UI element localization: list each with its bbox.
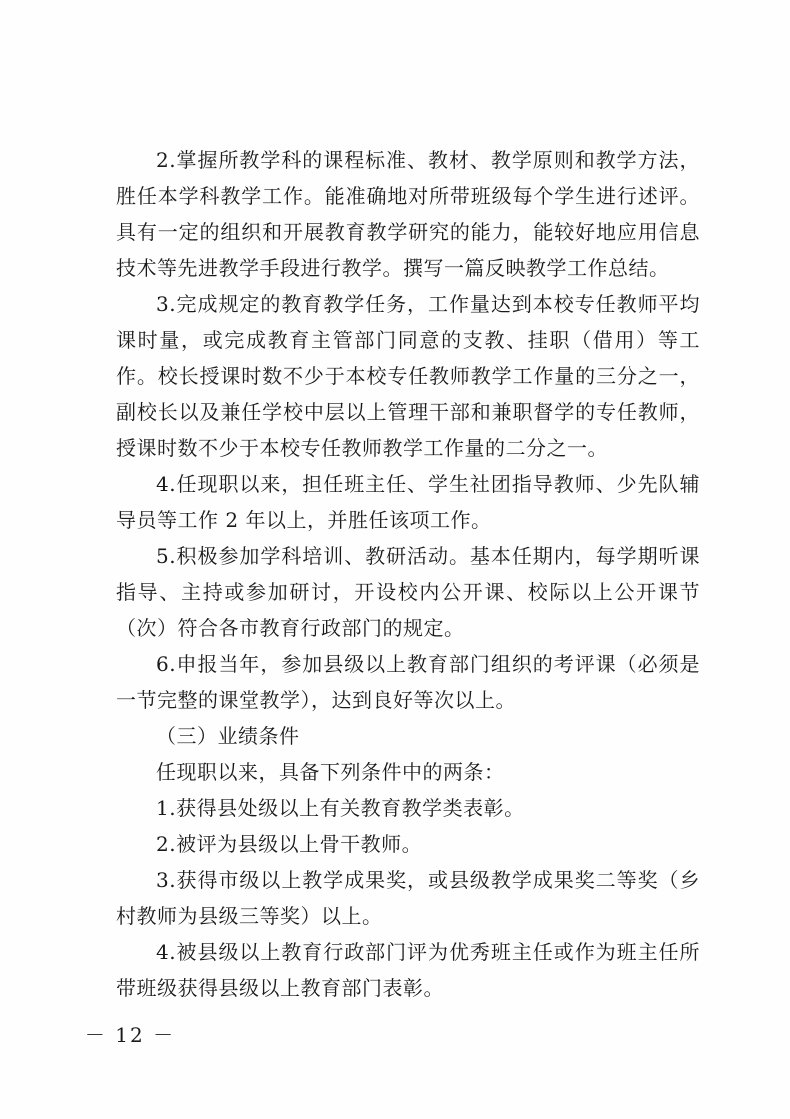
paragraph-intro-conditions: 任现职以来，具备下列条件中的两条：	[156, 760, 505, 784]
condition-item-2: 2.被评为县级以上骨干教师。	[156, 832, 423, 856]
document-body	[116, 142, 700, 1006]
condition-item-1: 1.获得县处级以上有关教育教学类表彰。	[156, 796, 525, 820]
paragraph-item-4: 4.任现职以来，担任班主任、学生社团指导教师、少先队辅导员等工作 2 年以上，并胜任该项工作。	[116, 472, 700, 532]
paragraph-item-3: 3.完成规定的教育教学任务，工作量达到本校专任教师平均课时量，或完成教育主管部门同意的支教、挂职（借用）等工作。校长授课时数不少于本校专任教师教学工作量的三分之一，副校长以及兼任学校中层以上管理干部和兼职督学的专任教师，授课时数不少于本校专任教师教学工作量的二分之一。	[116, 292, 700, 460]
paragraph-item-2: 2.掌握所教学科的课程标准、教材、教学原则和教学方法，胜任本学科教学工作。能准确地对所带班级每个学生进行述评。具有一定的组织和开展教育教学研究的能力，能较好地应用信息技术等先进教学手段进行教学。撰写一篇反映教学工作总结。	[116, 148, 700, 280]
paragraph-item-6: 6.申报当年，参加县级以上教育部门组织的考评课（必须是一节完整的课堂教学），达到良好等次以上。	[116, 652, 700, 712]
condition-item-4: 4.被县级以上教育行政部门评为优秀班主任或作为班主任所带班级获得县级以上教育部门表彰。	[116, 940, 700, 1000]
paragraph-item-5: 5.积极参加学科培训、教研活动。基本任期内，每学期听课指导、主持或参加研讨，开设校内公开课、校际以上公开课节（次）符合各市教育行政部门的规定。	[116, 544, 700, 640]
condition-item-3: 3.获得市级以上教学成果奖，或县级教学成果奖二等奖（乡村教师为县级三等奖）以上。	[116, 868, 700, 928]
section-heading-performance: （三）业绩条件	[156, 724, 300, 748]
page-number: － 12 －	[84, 1023, 176, 1047]
